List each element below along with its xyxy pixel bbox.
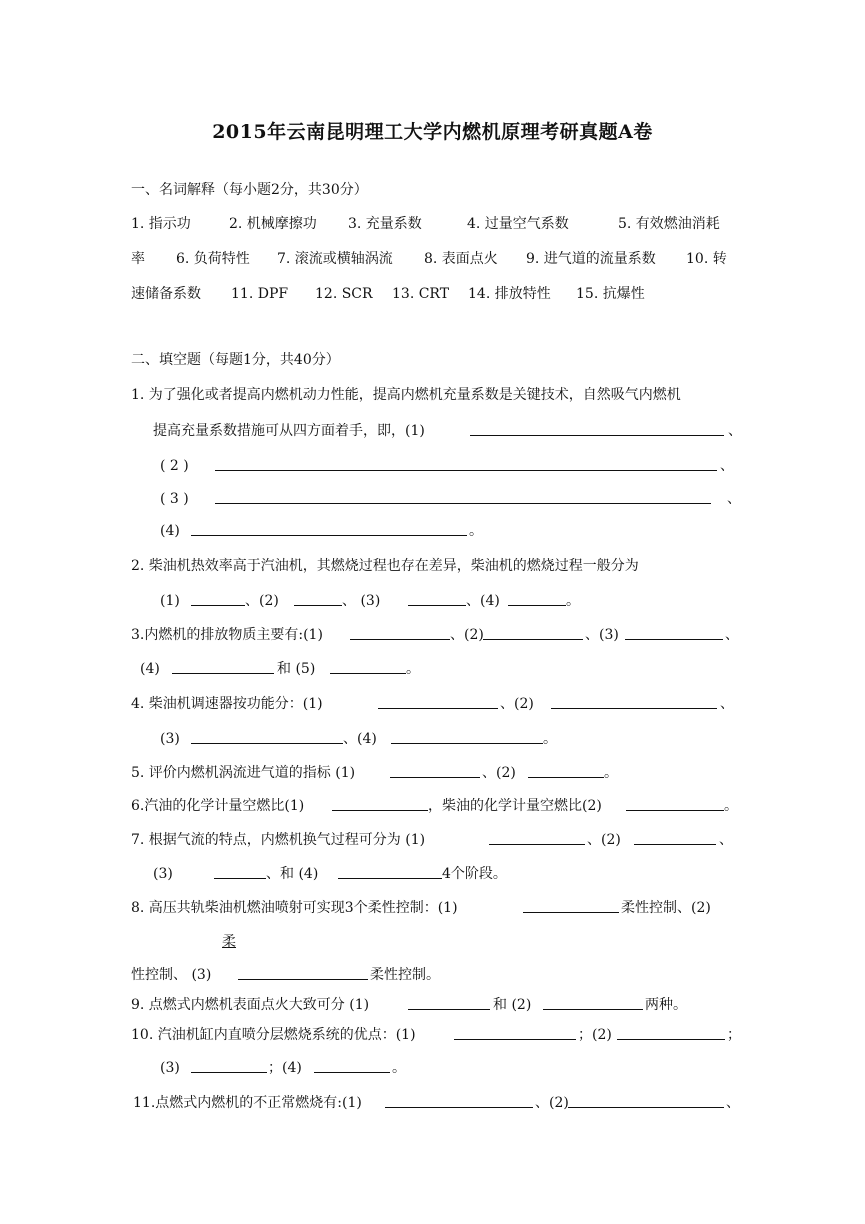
blank[interactable] (191, 591, 245, 606)
q2-c: 、 (3) (342, 593, 381, 609)
term-11: 11. DPF (231, 286, 289, 302)
q9-b: 和 (2) (493, 997, 532, 1013)
q5-b: 、(2) (482, 765, 516, 781)
blank[interactable] (172, 659, 274, 674)
q2-b: 、(2) (245, 593, 279, 609)
blank[interactable] (625, 625, 723, 640)
term-8: 8. 表面点火 (424, 251, 498, 267)
blank[interactable] (489, 830, 585, 845)
q8-a: 8. 高压共轨柴油机燃油喷射可实现3个柔性控制：(1) (131, 900, 458, 916)
term-2: 2. 机械摩擦功 (229, 216, 317, 232)
q3-a: 3.内燃机的排放物质主要有:(1) (131, 627, 323, 643)
punct: 。 (543, 731, 557, 747)
blank[interactable] (523, 898, 619, 913)
blank[interactable] (617, 1025, 725, 1040)
blank[interactable] (543, 995, 643, 1010)
q10-c: (3) (160, 1060, 180, 1076)
q4-b: 、(2) (500, 696, 534, 712)
q11-a: 11.点燃式内燃机的不正常燃烧有:(1) (133, 1095, 362, 1111)
blank[interactable] (454, 1025, 576, 1040)
blank[interactable] (338, 864, 442, 879)
term-9: 9. 进气道的流量系数 (526, 251, 656, 267)
q4-a: 4. 柴油机调速器按功能分：(1) (131, 696, 323, 712)
q8-b: 柔性控制、(2) (621, 900, 711, 916)
punct: 、 (726, 1095, 740, 1111)
q6-b: ，柴油的化学计量空燃比(2) (428, 798, 602, 814)
blank[interactable] (551, 694, 717, 709)
term-1: 1. 指示功 (131, 216, 191, 232)
q8-c: 柔 (222, 934, 236, 950)
punct: 。 (604, 765, 618, 781)
blank[interactable] (314, 1058, 390, 1073)
blank[interactable] (191, 521, 467, 536)
blank[interactable] (390, 763, 480, 778)
term-3: 3. 充量系数 (348, 216, 422, 232)
q6-a: 6.汽油的化学计量空燃比(1) (131, 798, 305, 814)
q4-d: 、(4) (343, 731, 377, 747)
q10-a: 10. 汽油机缸内直喷分层燃烧系统的优点：(1) (131, 1027, 416, 1043)
q1-p3: ( 3 ) (160, 491, 189, 507)
q7-a: 7. 根据气流的特点，内燃机换气过程可分为 (1) (131, 832, 426, 848)
blank[interactable] (508, 591, 566, 606)
blank[interactable] (483, 625, 583, 640)
blank[interactable] (191, 1058, 267, 1073)
q11-b: 、(2) (535, 1095, 569, 1111)
q5-a: 5. 评价内燃机涡流进气道的指标 (1) (131, 765, 356, 781)
q4-c: (3) (160, 731, 180, 747)
blank[interactable] (408, 995, 490, 1010)
term-6: 6. 负荷特性 (176, 251, 250, 267)
blank[interactable] (626, 796, 724, 811)
term-7: 7. 滚流或横轴涡流 (277, 251, 393, 267)
blank[interactable] (385, 1093, 533, 1108)
page-title: 2015年云南昆明理工大学内燃机原理考研真题A卷 (212, 121, 653, 143)
section1-heading: 一、名词解释（每小题2分，共30分） (131, 182, 368, 198)
q3-c: 、(3) (585, 627, 619, 643)
blank[interactable] (332, 796, 428, 811)
q1-p2: ( 2 ) (160, 458, 189, 474)
term-10: 10. 转 (686, 251, 727, 267)
q1-line1: 1. 为了强化或者提高内燃机动力性能，提高内燃机充量系数是关键技术，自然吸气内燃机 (131, 387, 681, 403)
blank[interactable] (378, 694, 498, 709)
blank[interactable] (408, 591, 466, 606)
blank[interactable] (330, 659, 406, 674)
blank[interactable] (528, 763, 604, 778)
term-4: 4. 过量空气系数 (467, 216, 569, 232)
punct: 。 (406, 661, 420, 677)
punct: ； (727, 1027, 741, 1043)
q2-line1: 2. 柴油机热效率高于汽油机，其燃烧过程也存在差异，柴油机的燃烧过程一般分为 (131, 558, 639, 574)
punct: 、 (720, 458, 734, 474)
punct: 、 (727, 491, 741, 507)
q2-d: 、(4) (466, 593, 500, 609)
blank[interactable] (350, 625, 450, 640)
q7-c: (3) (153, 866, 173, 882)
blank[interactable] (191, 729, 343, 744)
q2-a: (1) (160, 593, 180, 609)
blank[interactable] (634, 830, 716, 845)
q3-e: 和 (5) (277, 661, 316, 677)
term-13: 13. CRT (392, 286, 450, 302)
q7-d: 、和 (4) (266, 866, 319, 882)
punct: 。 (469, 523, 483, 539)
punct: 、 (719, 832, 733, 848)
blank[interactable] (294, 591, 342, 606)
punct: 。 (392, 1060, 406, 1076)
blank[interactable] (470, 421, 724, 436)
blank[interactable] (215, 456, 717, 471)
term-15: 15. 抗爆性 (576, 286, 645, 302)
punct: 、 (725, 627, 739, 643)
q10-b: ；(2) (578, 1027, 612, 1043)
q1-p4: (4) (160, 523, 180, 539)
punct: 、 (728, 423, 742, 439)
blank[interactable] (238, 965, 368, 980)
blank[interactable] (214, 864, 266, 879)
q8-d: 性控制、 (3) (131, 967, 212, 983)
term-12: 12. SCR (315, 286, 373, 302)
punct: 。 (566, 593, 580, 609)
punct: 、 (720, 696, 734, 712)
q9-c: 两种。 (645, 997, 687, 1013)
q3-d: (4) (140, 661, 160, 677)
q1-line2: 提高充量系数措施可从四方面着手，即，(1) (153, 423, 425, 439)
q7-e: 4个阶段。 (442, 866, 507, 882)
q7-b: 、(2) (587, 832, 621, 848)
q8-e: 柔性控制。 (370, 967, 440, 983)
term-5-cont: 率 (131, 251, 145, 267)
blank[interactable] (391, 729, 543, 744)
blank[interactable] (568, 1093, 724, 1108)
q9-a: 9. 点燃式内燃机表面点火大致可分 (1) (131, 997, 370, 1013)
blank[interactable] (215, 489, 711, 504)
punct: 。 (724, 798, 738, 814)
q3-b: 、(2) (450, 627, 484, 643)
section2-heading: 二、填空题（每题1分，共40分） (131, 352, 340, 368)
term-5: 5. 有效燃油消耗 (618, 216, 720, 232)
term-14: 14. 排放特性 (468, 286, 551, 302)
term-10-cont: 速储备系数 (131, 286, 201, 302)
q10-d: ；(4) (268, 1060, 302, 1076)
